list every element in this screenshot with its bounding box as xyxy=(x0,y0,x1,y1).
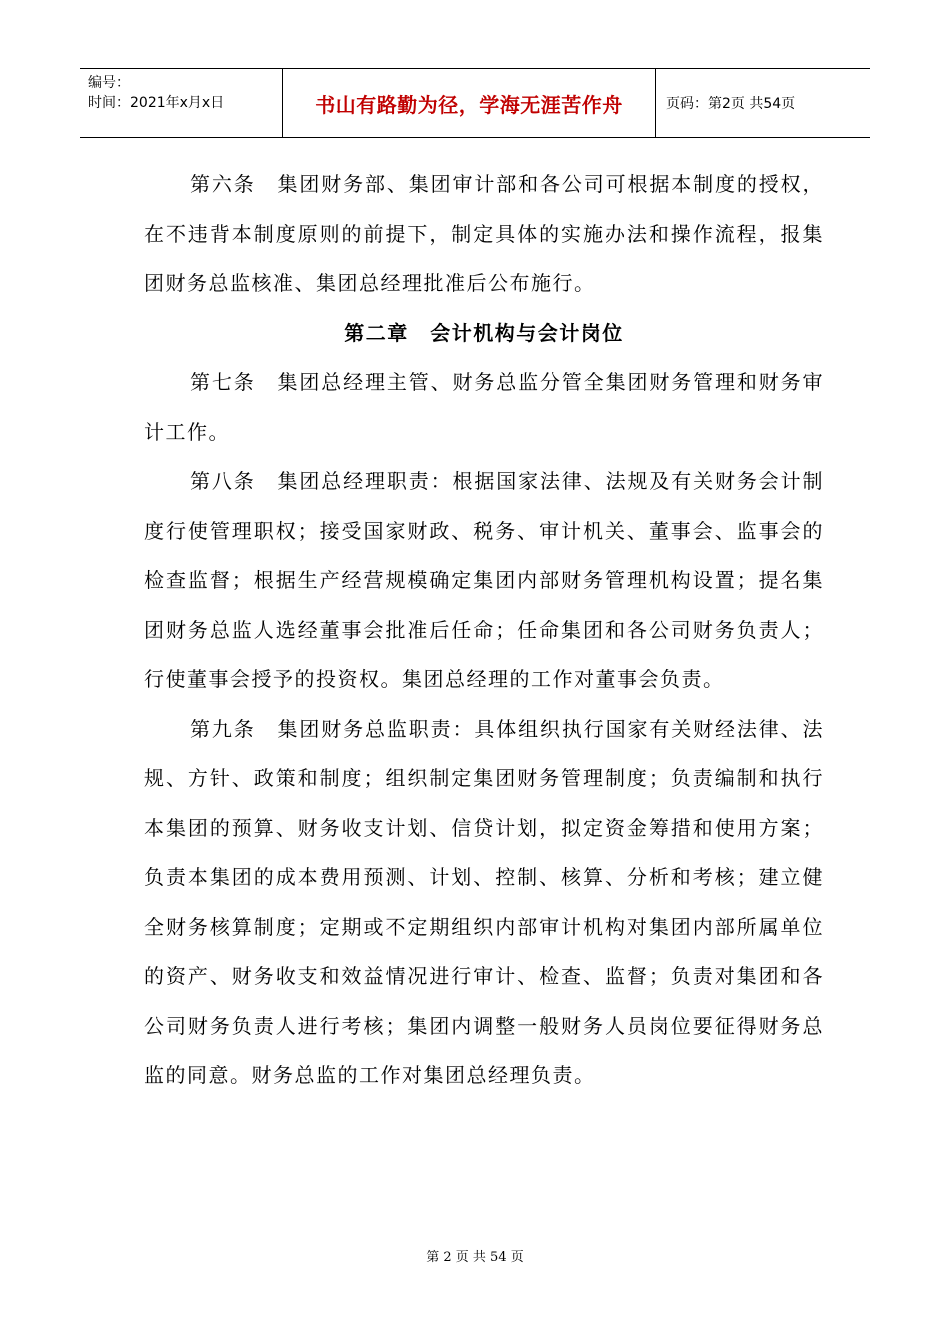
document-date-label: 时间：2021年x月x日 xyxy=(88,95,225,111)
header-motto: 书山有路勤为径，学海无涯苦作舟 xyxy=(282,69,656,137)
header-meta xyxy=(80,69,282,137)
chapter-2-heading: 第二章 会计机构与会计岗位 xyxy=(344,320,624,345)
header-page-info: 页码：第2页 共54页 xyxy=(666,96,796,112)
document-number-label: 编号： xyxy=(88,75,130,91)
page-footer: 第 2 页 共 54 页 xyxy=(426,1250,524,1265)
document-body xyxy=(144,160,824,1101)
page-header xyxy=(80,68,870,138)
article-9-paragraph: 第九条 集团财务总监职责：具体组织执行国家有关财经法律、法规、方针、政策和制度；组织制定集团财务管理制度；负责编制和执行本集团的预算、财务收支计划、信贷计划，拟定资金筹措和使用方案；负责本集团的成本费用预测、计划、控制、核算、分析和考核；建立健全财务核算制度；定期或不定期组织内部审计机构对集团内部所属单位的资产、财务收支和效益情况进行审计、检查、监督；负责对集团和各公司财务负责人进行考核；集团内调整一般财务人员岗位要征得财务总监的同意。财务总监的工作对集团总经理负责。 xyxy=(144,716,824,1087)
article-8-paragraph: 第八条 集团总经理职责：根据国家法律、法规及有关财务会计制度行使管理职权；接受国家财政、税务、审计机关、董事会、监事会的检查监督；根据生产经营规模确定集团内部财务管理机构设置；提名集团财务总监人选经董事会批准后任命；任命集团和各公司财务负责人；行使董事会授予的投资权。集团总经理的工作对董事会负责。 xyxy=(144,469,824,691)
article-7-paragraph: 第七条 集团总经理主管、财务总监分管全集团财务管理和财务审计工作。 xyxy=(144,370,824,444)
article-6-paragraph: 第六条 集团财务部、集团审计部和各公司可根据本制度的授权，在不违背本制度原则的前提下，制定具体的实施办法和操作流程，报集团财务总监核准、集团总经理批准后公布施行。 xyxy=(144,172,824,295)
